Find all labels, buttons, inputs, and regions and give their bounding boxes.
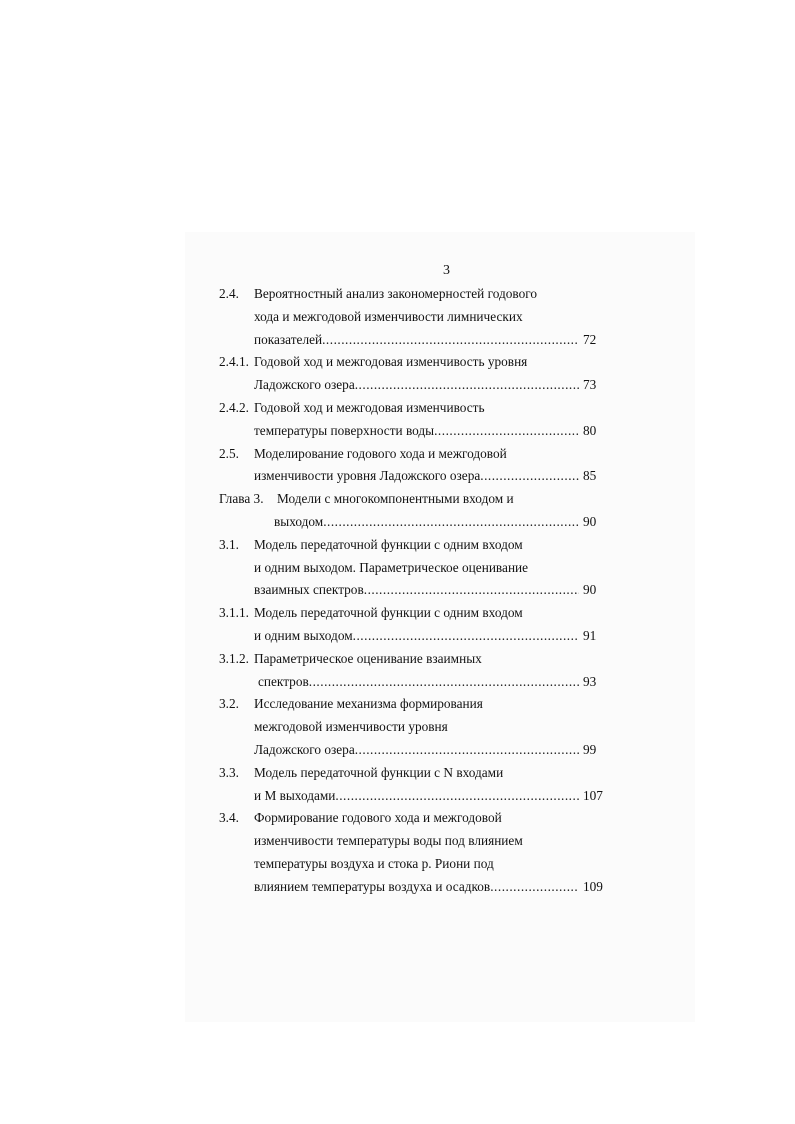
toc-entry-title: Параметрическое оценивание взаимных: [254, 650, 482, 666]
toc-entry-title: влиянием температуры воздуха и осадков: [254, 878, 491, 894]
toc-entry: [219, 602, 609, 648]
dot-leader: [434, 420, 579, 443]
toc-line: [219, 853, 609, 876]
toc-entry-title: выходом: [274, 513, 324, 529]
dot-leader: [490, 876, 579, 899]
toc-page-number: 99: [583, 741, 597, 757]
toc-page-number: 73: [583, 377, 597, 393]
toc-entry-title: спектров: [258, 673, 309, 689]
toc-entry-number: 2.4.1.: [219, 354, 249, 370]
toc-entry: [219, 443, 609, 489]
toc-line: [219, 511, 609, 534]
toc-line: [219, 420, 609, 443]
dot-leader: [322, 329, 579, 352]
toc-line: [219, 443, 609, 466]
toc-line: [219, 351, 609, 374]
toc-entry: [219, 762, 609, 808]
dot-leader: [480, 465, 579, 488]
toc-line: [219, 534, 609, 557]
toc-entry-number: 2.5.: [219, 445, 239, 461]
toc-line: [219, 876, 609, 899]
toc-page-number: 107: [583, 787, 603, 803]
toc-entry-title: межгодовой изменчивости уровня: [254, 719, 448, 735]
toc-entry-title: Ладожского озера: [254, 377, 355, 393]
toc-entry-title: Модель передаточной функции с одним входом: [254, 536, 523, 552]
dot-leader: [364, 579, 579, 602]
toc-entry-title: и M выходами: [254, 787, 336, 803]
toc-line: [219, 830, 609, 853]
toc-entry-title: Моделирование годового хода и межгодовой: [254, 445, 507, 461]
toc-page-number: 91: [583, 627, 597, 643]
dot-leader: [353, 625, 579, 648]
toc-entry: [219, 351, 609, 397]
toc-entry-title: изменчивости температуры воды под влиянием: [254, 833, 523, 849]
toc-line: [219, 488, 609, 511]
toc-entry-title: Модель передаточной функции с N входами: [254, 764, 504, 780]
toc-entry-number: 2.4.2.: [219, 399, 249, 415]
toc-line: [219, 579, 609, 602]
toc-entry-number: 3.1.2.: [219, 650, 249, 666]
toc-entry-title: Вероятностный анализ закономерностей годового: [254, 286, 538, 301]
toc-page-number: 90: [583, 582, 597, 598]
toc-line: [219, 306, 609, 329]
toc-line: [219, 602, 609, 625]
toc-line: [219, 693, 609, 716]
toc-entry: [219, 397, 609, 443]
toc-entry-title: Исследование механизма формирования: [254, 696, 483, 712]
toc-entry-title: Модели с многокомпонентными входом и: [277, 491, 514, 507]
toc-entry-title: и одним выходом. Параметрическое оценивание: [254, 559, 529, 575]
toc-line: [219, 397, 609, 420]
dot-leader: [309, 671, 579, 694]
page-number: 3: [443, 263, 450, 278]
toc-entry-number: 3.1.1.: [219, 605, 249, 621]
table-of-contents: [219, 283, 609, 899]
toc-line: [219, 283, 609, 306]
toc-entry-title: Модель передаточной функции с одним входом: [254, 605, 523, 621]
toc-page-number: 72: [583, 331, 597, 347]
dot-leader: [335, 785, 579, 808]
toc-entry: [219, 807, 609, 898]
toc-entry-title: Годовой ход и межгодовая изменчивость уровня: [254, 354, 528, 370]
toc-entry-title: Формирование годового хода и межгодовой: [254, 810, 502, 826]
toc-line: [219, 716, 609, 739]
dot-leader: [355, 374, 579, 397]
toc-line: [219, 557, 609, 580]
toc-entry: [219, 648, 609, 694]
dot-leader: [355, 739, 579, 762]
toc-entry-number: 3.1.: [219, 536, 239, 552]
toc-line: [219, 625, 609, 648]
toc-line: [219, 648, 609, 671]
toc-entry-number: Глава 3.: [219, 491, 264, 507]
toc-page-number: 80: [583, 422, 597, 438]
toc-line: [219, 329, 609, 352]
toc-entry-title: Ладожского озера: [254, 741, 355, 757]
toc-entry-number: 2.4.: [219, 286, 239, 301]
toc-entry: [219, 534, 609, 602]
toc-entry-title: и одним выходом: [254, 627, 353, 643]
toc-line: [219, 739, 609, 762]
toc-entry: [219, 488, 609, 534]
toc-line: [219, 671, 609, 694]
toc-entry-title: показателей: [254, 331, 323, 347]
toc-entry-number: 3.4.: [219, 810, 239, 826]
toc-page-number: 90: [583, 513, 597, 529]
toc-line: [219, 807, 609, 830]
toc-line: [219, 374, 609, 397]
toc-entry-title: Годовой ход и межгодовая изменчивость: [254, 399, 485, 415]
toc-entry: [219, 693, 609, 761]
toc-entry-number: 3.3.: [219, 764, 239, 780]
toc-entry-title: хода и межгодовой изменчивости лимнических: [254, 308, 523, 324]
toc-page-number: 93: [583, 673, 597, 689]
toc-page-number: 85: [583, 468, 597, 484]
toc-line: [219, 785, 609, 808]
toc-entry: [219, 283, 609, 351]
toc-entry-title: взаимных спектров: [254, 582, 364, 598]
dot-leader: [323, 511, 579, 534]
toc-entry-number: 3.2.: [219, 696, 239, 712]
toc-line: [219, 465, 609, 488]
toc-entry-title: изменчивости уровня Ладожского озера: [254, 468, 481, 484]
toc-entry-title: температуры воздуха и стока р. Риони под: [254, 855, 494, 871]
toc-entry-title: температуры поверхности воды: [254, 422, 435, 438]
toc-line: [219, 762, 609, 785]
toc-page-number: 109: [583, 878, 603, 894]
